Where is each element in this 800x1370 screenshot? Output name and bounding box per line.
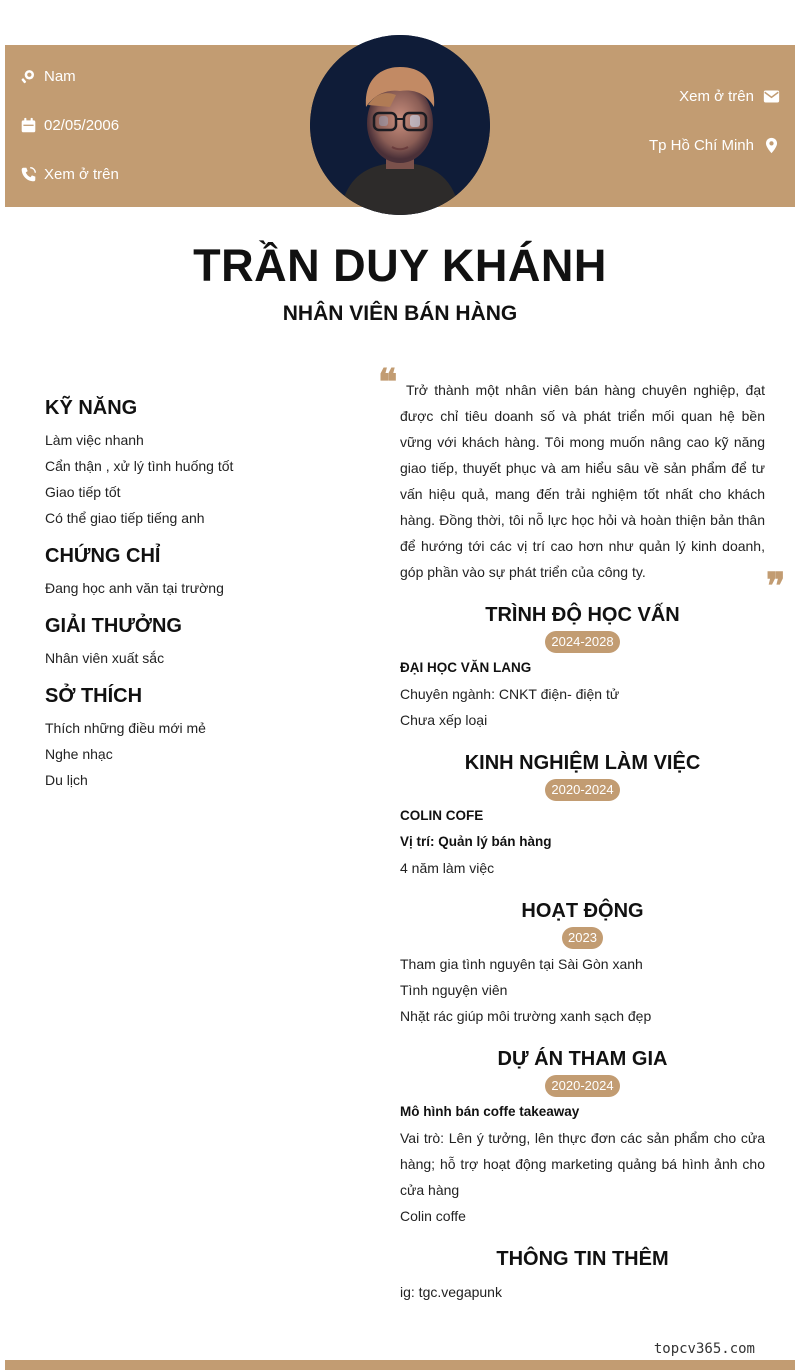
education-major: Chuyên ngành: CNKT điện- điện tử <box>400 686 620 702</box>
activity-item: Tham gia tình nguyên tại Sài Gòn xanh <box>400 956 643 972</box>
experience-desc: 4 năm làm việc <box>400 860 495 876</box>
certificates-section <box>45 541 355 601</box>
hobby-item: Thích những điều mới mẻ <box>45 720 206 736</box>
birthday-text: 02/05/2006 <box>44 116 120 134</box>
email-text: Xem ở trên <box>679 87 754 105</box>
email-info <box>679 85 780 107</box>
school-name: ĐẠI HỌC VĂN LANG <box>400 660 532 675</box>
gender-icon <box>20 68 37 85</box>
gender-info <box>20 65 76 87</box>
education-rank: Chưa xếp loại <box>400 712 488 728</box>
company-name: COLIN COFE <box>400 808 484 823</box>
left-column <box>45 393 355 803</box>
birthday-info <box>20 114 119 136</box>
skills-section <box>45 393 355 531</box>
candidate-name: TRẦN DUY KHÁNH <box>193 240 607 291</box>
email-icon <box>763 88 780 105</box>
hobbies-title: SỞ THÍCH <box>45 685 143 707</box>
certificate-item: Đang học anh văn tại trường <box>45 580 224 596</box>
projects-section <box>400 1044 765 1229</box>
experience-title: KINH NGHIỆM LÀM VIỆC <box>464 752 701 774</box>
address-info <box>649 134 780 156</box>
activity-item: Nhặt rác giúp môi trường xanh sạch đẹp <box>400 1008 652 1024</box>
calendar-icon <box>20 117 37 134</box>
project-client: Colin coffe <box>400 1208 466 1224</box>
footer-band <box>5 1360 795 1370</box>
gender-text: Nam <box>44 67 76 85</box>
education-period-badge: 2024-2028 <box>545 631 619 653</box>
address-text: Tp Hồ Chí Minh <box>648 136 754 154</box>
skills-title: KỸ NĂNG <box>45 397 138 419</box>
watermark: topcv365.com <box>653 1341 755 1357</box>
experience-section <box>400 748 765 881</box>
skill-item: Cẩn thận , xử lý tình huống tốt <box>45 458 234 474</box>
activity-item: Tình nguyện viên <box>400 982 508 998</box>
phone-info <box>20 163 119 185</box>
hobby-item: Du lịch <box>45 772 88 788</box>
activities-section <box>400 896 765 1029</box>
project-desc: Vai trò: Lên ý tưởng, lên thực đơn các sản phẩm cho cửa hàng; hỗ trợ hoạt động marketing quảng bá hình ảnh cho cửa hàng <box>400 1130 765 1198</box>
experience-role: Vị trí: Quản lý bán hàng <box>400 834 552 849</box>
additional-title: THÔNG TIN THÊM <box>496 1248 669 1270</box>
avatar-photo <box>310 35 490 215</box>
additional-section <box>400 1244 765 1305</box>
projects-period-badge: 2020-2024 <box>545 1075 619 1097</box>
activities-title: HOẠT ĐỘNG <box>521 900 644 922</box>
avatar <box>310 35 490 215</box>
experience-period-badge: 2020-2024 <box>545 779 619 801</box>
quote-close-icon: ❞ <box>766 565 786 607</box>
hobbies-section <box>45 681 355 793</box>
award-item: Nhân viên xuất sắc <box>45 650 165 666</box>
location-pin-icon <box>763 137 780 154</box>
education-title: TRÌNH ĐỘ HỌC VẤN <box>485 604 680 626</box>
career-objective: Trở thành một nhân viên bán hàng chuyên nghiệp, đạt được chỉ tiêu doanh số và phát triển mối quan hệ bền vững với khách hàng. Tôi mong muốn nâng cao kỹ năng giao tiếp, thuyết phục và am hiểu sâu về sản phẩm để tư vấn hiệu quả, mang đến trải nghiệm tốt nhất cho khách hàng. Đồng thời, tôi nỗ lực học hỏi và hoàn thiện bản thân để hướng tới các vị trí cao hơn như quản lý kinh doanh, góp phần vào sự phát triển của công ty. <box>400 382 765 580</box>
activities-period-badge: 2023 <box>562 927 603 949</box>
phone-icon <box>20 166 37 183</box>
additional-text: ig: tgc.vegapunk <box>400 1284 502 1300</box>
quote-open-icon: ❝ <box>378 361 398 403</box>
job-title: NHÂN VIÊN BÁN HÀNG <box>282 302 518 325</box>
awards-section <box>45 611 355 671</box>
skill-item: Làm việc nhanh <box>45 432 144 448</box>
skill-item: Có thể giao tiếp tiếng anh <box>45 510 205 526</box>
skill-item: Giao tiếp tốt <box>45 484 121 500</box>
project-name: Mô hình bán coffe takeaway <box>400 1104 580 1119</box>
hobby-item: Nghe nhạc <box>45 746 113 762</box>
education-section <box>400 600 765 733</box>
phone-text: Xem ở trên <box>44 165 119 183</box>
certificates-title: CHỨNG CHỈ <box>45 545 161 567</box>
projects-title: DỰ ÁN THAM GIA <box>497 1048 668 1070</box>
awards-title: GIẢI THƯỞNG <box>45 615 182 637</box>
